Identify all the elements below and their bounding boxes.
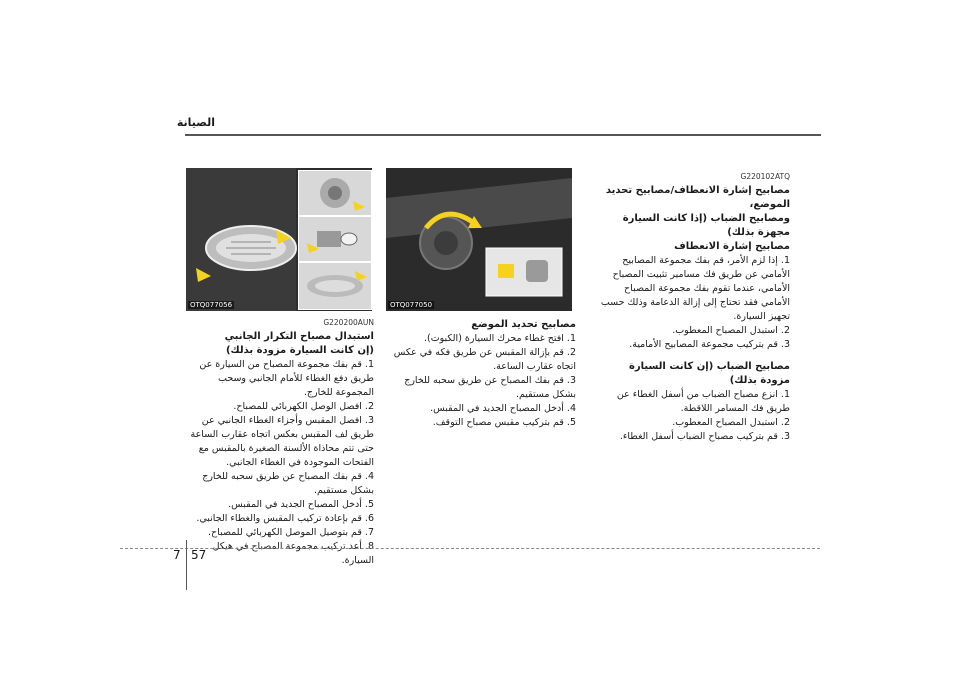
chapter-number: 7 (173, 548, 181, 562)
step-item: 6. قم بإعادة تركيب المقبس والغطاء الجانبي. (196, 513, 374, 524)
step-item: 5. قم بتركيب مقبس مصباح التوقف. (432, 417, 576, 428)
step-item: 1. انزع مصباح الضباب من أسفل الغطاء عن طريق فك المسامر اللاقطة. (616, 389, 790, 414)
step-item: 4. قم بفك المصباح عن طريق سحبه للخارج بشكل مستقيم. (202, 471, 374, 496)
section-title-cont: (إن كانت السيارة مزودة بذلك) (225, 345, 374, 356)
step-item: 2. استبدل المصباح المعطوب. (672, 325, 790, 336)
page-header-title: الصيانة (176, 116, 215, 129)
step-item: 3. قم بفك المصباح عن طريق سحبه للخارج بشكل مستقيم. (404, 375, 576, 400)
subsection-title: مصابيح الضباب (إن كانت السيارة مزودة بذلك) (629, 361, 790, 386)
photo-code-label: OTQ077050 (390, 301, 433, 309)
step-item: 2. استبدل المصباح المعطوب. (672, 417, 790, 428)
section-title-cont: ومصابيح الضباب (إذا كانت السيارة مجهزة بذلك) (622, 213, 790, 238)
step-item: 2. افصل الوصل الكهربائي للمصباح. (233, 401, 374, 412)
step-item: 7. قم بتوصيل الموصل الكهربائي للمصباح. (208, 527, 374, 538)
footer-rule (120, 548, 820, 549)
step-item: 8. أعد تركيب مجموعة المصباح في هيكل السيارة. (212, 541, 374, 566)
section-title: مصابيح تحديد الموضع (471, 319, 576, 330)
inset-socket-removed (298, 170, 372, 216)
step-item: 3. افصل المقبس وأجزاء الغطاء الجانبي عن طريق لف المقبس بعكس اتجاه عقارب الساعة حتى تتم محاذاة الألسنة الصغيرة بالمقبس مع الفتحات الموجودة في الغطاء الجانبي. (190, 415, 374, 468)
section-code: G220102ATQ (740, 172, 790, 181)
step-item: 1. افتح غطاء محرك السيارة (الكبوت). (423, 333, 576, 344)
step-item: 2. قم بإزالة المقبس عن طريق فكه في عكس اتجاه عقارب الساعة. (393, 347, 576, 372)
header-rule (185, 134, 821, 136)
step-item: 1. قم بفك مجموعة المصباح من السيارة عن طريق دفع الغطاء للأمام الجانبي وسحب المجموعة للخارج. (199, 359, 374, 398)
step-item: 4. أدخل المصباح الجديد في المقبس. (430, 403, 576, 414)
left-column (184, 316, 374, 568)
page-number: 57 (191, 548, 207, 562)
step-item: 5. أدخل المصباح الجديد في المقبس. (228, 499, 374, 510)
side-repeater-photo (186, 168, 372, 311)
section-code: G220200AUN (323, 318, 374, 327)
section-title: مصابيح إشارة الانعطاف/مصابيح تحديد الموضع، (605, 185, 790, 210)
inset-bulb-pulled (298, 216, 372, 262)
subsection-title: مصابيح إشارة الانعطاف (674, 241, 790, 252)
position-lamp-illustration (386, 168, 572, 311)
middle-column (386, 318, 576, 430)
photo-code-label: OTQ077056 (190, 301, 233, 309)
step-item: 1. إذا لزم الأمر، قم بفك مجموعة المصابيح الأمامي عن طريق فك مسامير تثبيت المصباح الأمامي، عندما تقوم بفك مجموعة المصباح الأمامي فقد تحتاج إلى إزالة الدعامة وذلك حسب تجهيز السيارة. (600, 255, 790, 322)
step-item: 3. قم بتركيب مصباح الضباب أسفل الغطاء. (619, 431, 790, 442)
section-title: استبدال مصباح التكرار الجانبي (224, 331, 374, 342)
right-column (600, 170, 790, 444)
position-lamp-photo (386, 168, 572, 311)
step-item: 3. قم بتركيب مجموعة المصابيح الأمامية. (629, 339, 790, 350)
footer-divider (186, 540, 187, 590)
inset-lamp-assembly (298, 262, 372, 310)
